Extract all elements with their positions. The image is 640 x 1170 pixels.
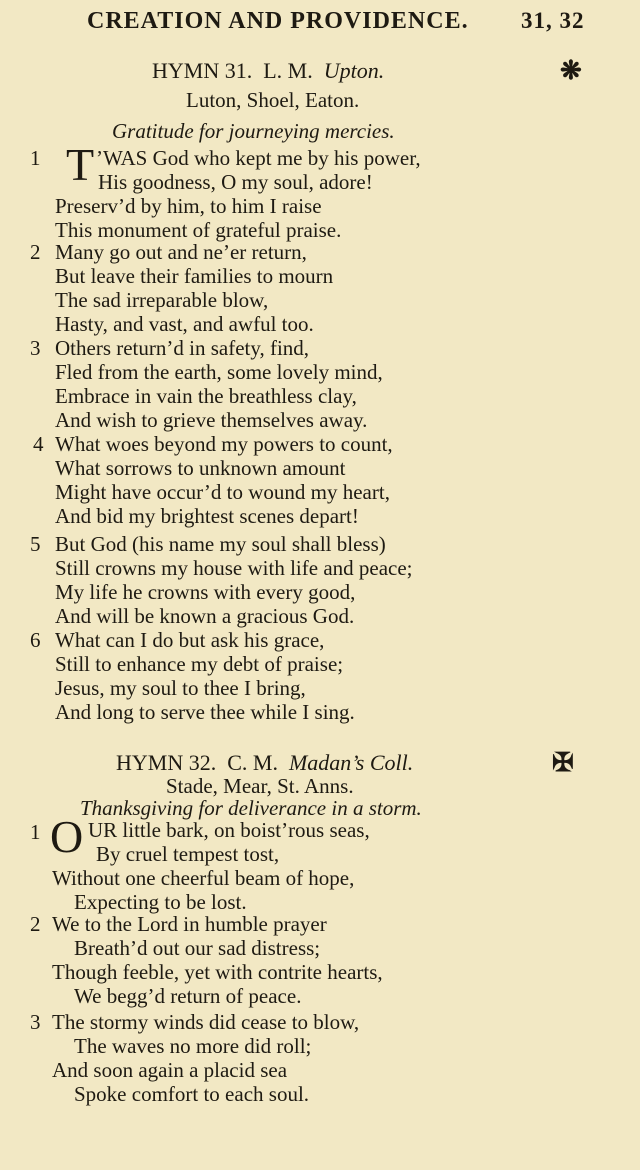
verse-line: The stormy winds did cease to blow, (52, 1010, 360, 1034)
stanza-number: 3 (30, 336, 41, 360)
stanza-number: 3 (30, 1010, 41, 1034)
verse-line: And soon again a placid sea (52, 1058, 288, 1082)
verse-line: Breath’d out our sad distress; (74, 936, 321, 960)
verse-line: Though feeble, yet with contrite hearts, (52, 960, 383, 984)
drop-cap: T (66, 139, 95, 190)
verse-line: What can I do but ask his grace, (55, 628, 325, 652)
hymn-number: HYMN 32. (116, 750, 217, 775)
verse-line: We to the Lord in humble prayer (52, 912, 327, 936)
verse-line: Still to enhance my debt of praise; (55, 652, 344, 676)
verse-line: Fled from the earth, some lovely mind, (55, 360, 383, 384)
verse-line: The waves no more did roll; (74, 1034, 312, 1058)
verse-line: And bid my brightest scenes depart! (55, 504, 359, 528)
ornament-icon: ✠ (552, 748, 574, 777)
verse-line: And will be known a gracious God. (55, 604, 355, 628)
stanza-number: 6 (30, 628, 41, 652)
verse-line: Hasty, and vast, and awful too. (55, 312, 314, 336)
hymn-subject: Gratitude for journeying mercies. (112, 119, 395, 143)
alt-tunes: Stade, Mear, St. Anns. (166, 774, 354, 798)
stanza-number: 4 (33, 432, 44, 456)
verse-line: What sorrows to unknown amount (55, 456, 346, 480)
verse-line: Without one cheerful beam of hope, (52, 866, 355, 890)
verse-line: We begg’d return of peace. (74, 984, 302, 1008)
verse-line: ’WAS God who kept me by his power, (96, 146, 421, 170)
verse-line: UR little bark, on boist’rous seas, (88, 818, 370, 842)
verse-line: Others return’d in safety, find, (55, 336, 310, 360)
verse-line: Jesus, my soul to thee I bring, (55, 676, 306, 700)
hymn-tune: Upton. (323, 58, 385, 83)
verse-line: The sad irreparable blow, (55, 288, 269, 312)
verse-line: And wish to grieve themselves away. (55, 408, 368, 432)
verse-line: Many go out and ne’er return, (55, 240, 307, 264)
verse-line: My life he crowns with every good, (55, 580, 356, 604)
stanza-number: 5 (30, 532, 41, 556)
hymn-meter: L. M. (263, 58, 313, 83)
page-numbers: 31, 32 (521, 8, 585, 33)
verse-line: Preserv’d by him, to him I raise (55, 194, 322, 218)
verse-line: Still crowns my house with life and peace; (55, 556, 413, 580)
alt-tunes: Luton, Shoel, Eaton. (186, 88, 360, 112)
page-title: CREATION AND PROVIDENCE. (87, 8, 469, 34)
hymn-tune: Madan’s Coll. (288, 750, 414, 775)
verse-line: By cruel tempest tost, (96, 842, 280, 866)
verse-line: And long to serve thee while I sing. (55, 700, 355, 724)
verse-line: Might have occur’d to wound my heart, (55, 480, 390, 504)
verse-line: But leave their families to mourn (55, 264, 334, 288)
hymn-subject: Thanksgiving for deliverance in a storm. (80, 796, 422, 820)
verse-line: What woes beyond my powers to count, (55, 432, 393, 456)
stanza-number: 1 (30, 820, 41, 844)
stanza-number: 1 (30, 146, 41, 170)
verse-line: Expecting to be lost. (74, 890, 247, 914)
verse-line: His goodness, O my soul, adore! (98, 170, 373, 194)
verse-line: But God (his name my soul shall bless) (55, 532, 386, 556)
hymn-number: HYMN 31. (152, 58, 253, 83)
ornament-icon: ❋ (560, 56, 582, 85)
stanza-number: 2 (30, 240, 41, 264)
verse-line: Embrace in vain the breathless clay, (55, 384, 357, 408)
verse-line: This monument of grateful praise. (55, 218, 342, 242)
verse-line: Spoke comfort to each soul. (74, 1082, 310, 1106)
stanza-number: 2 (30, 912, 41, 936)
drop-cap: O (50, 811, 84, 862)
hymn-meter: C. M. (227, 750, 278, 775)
